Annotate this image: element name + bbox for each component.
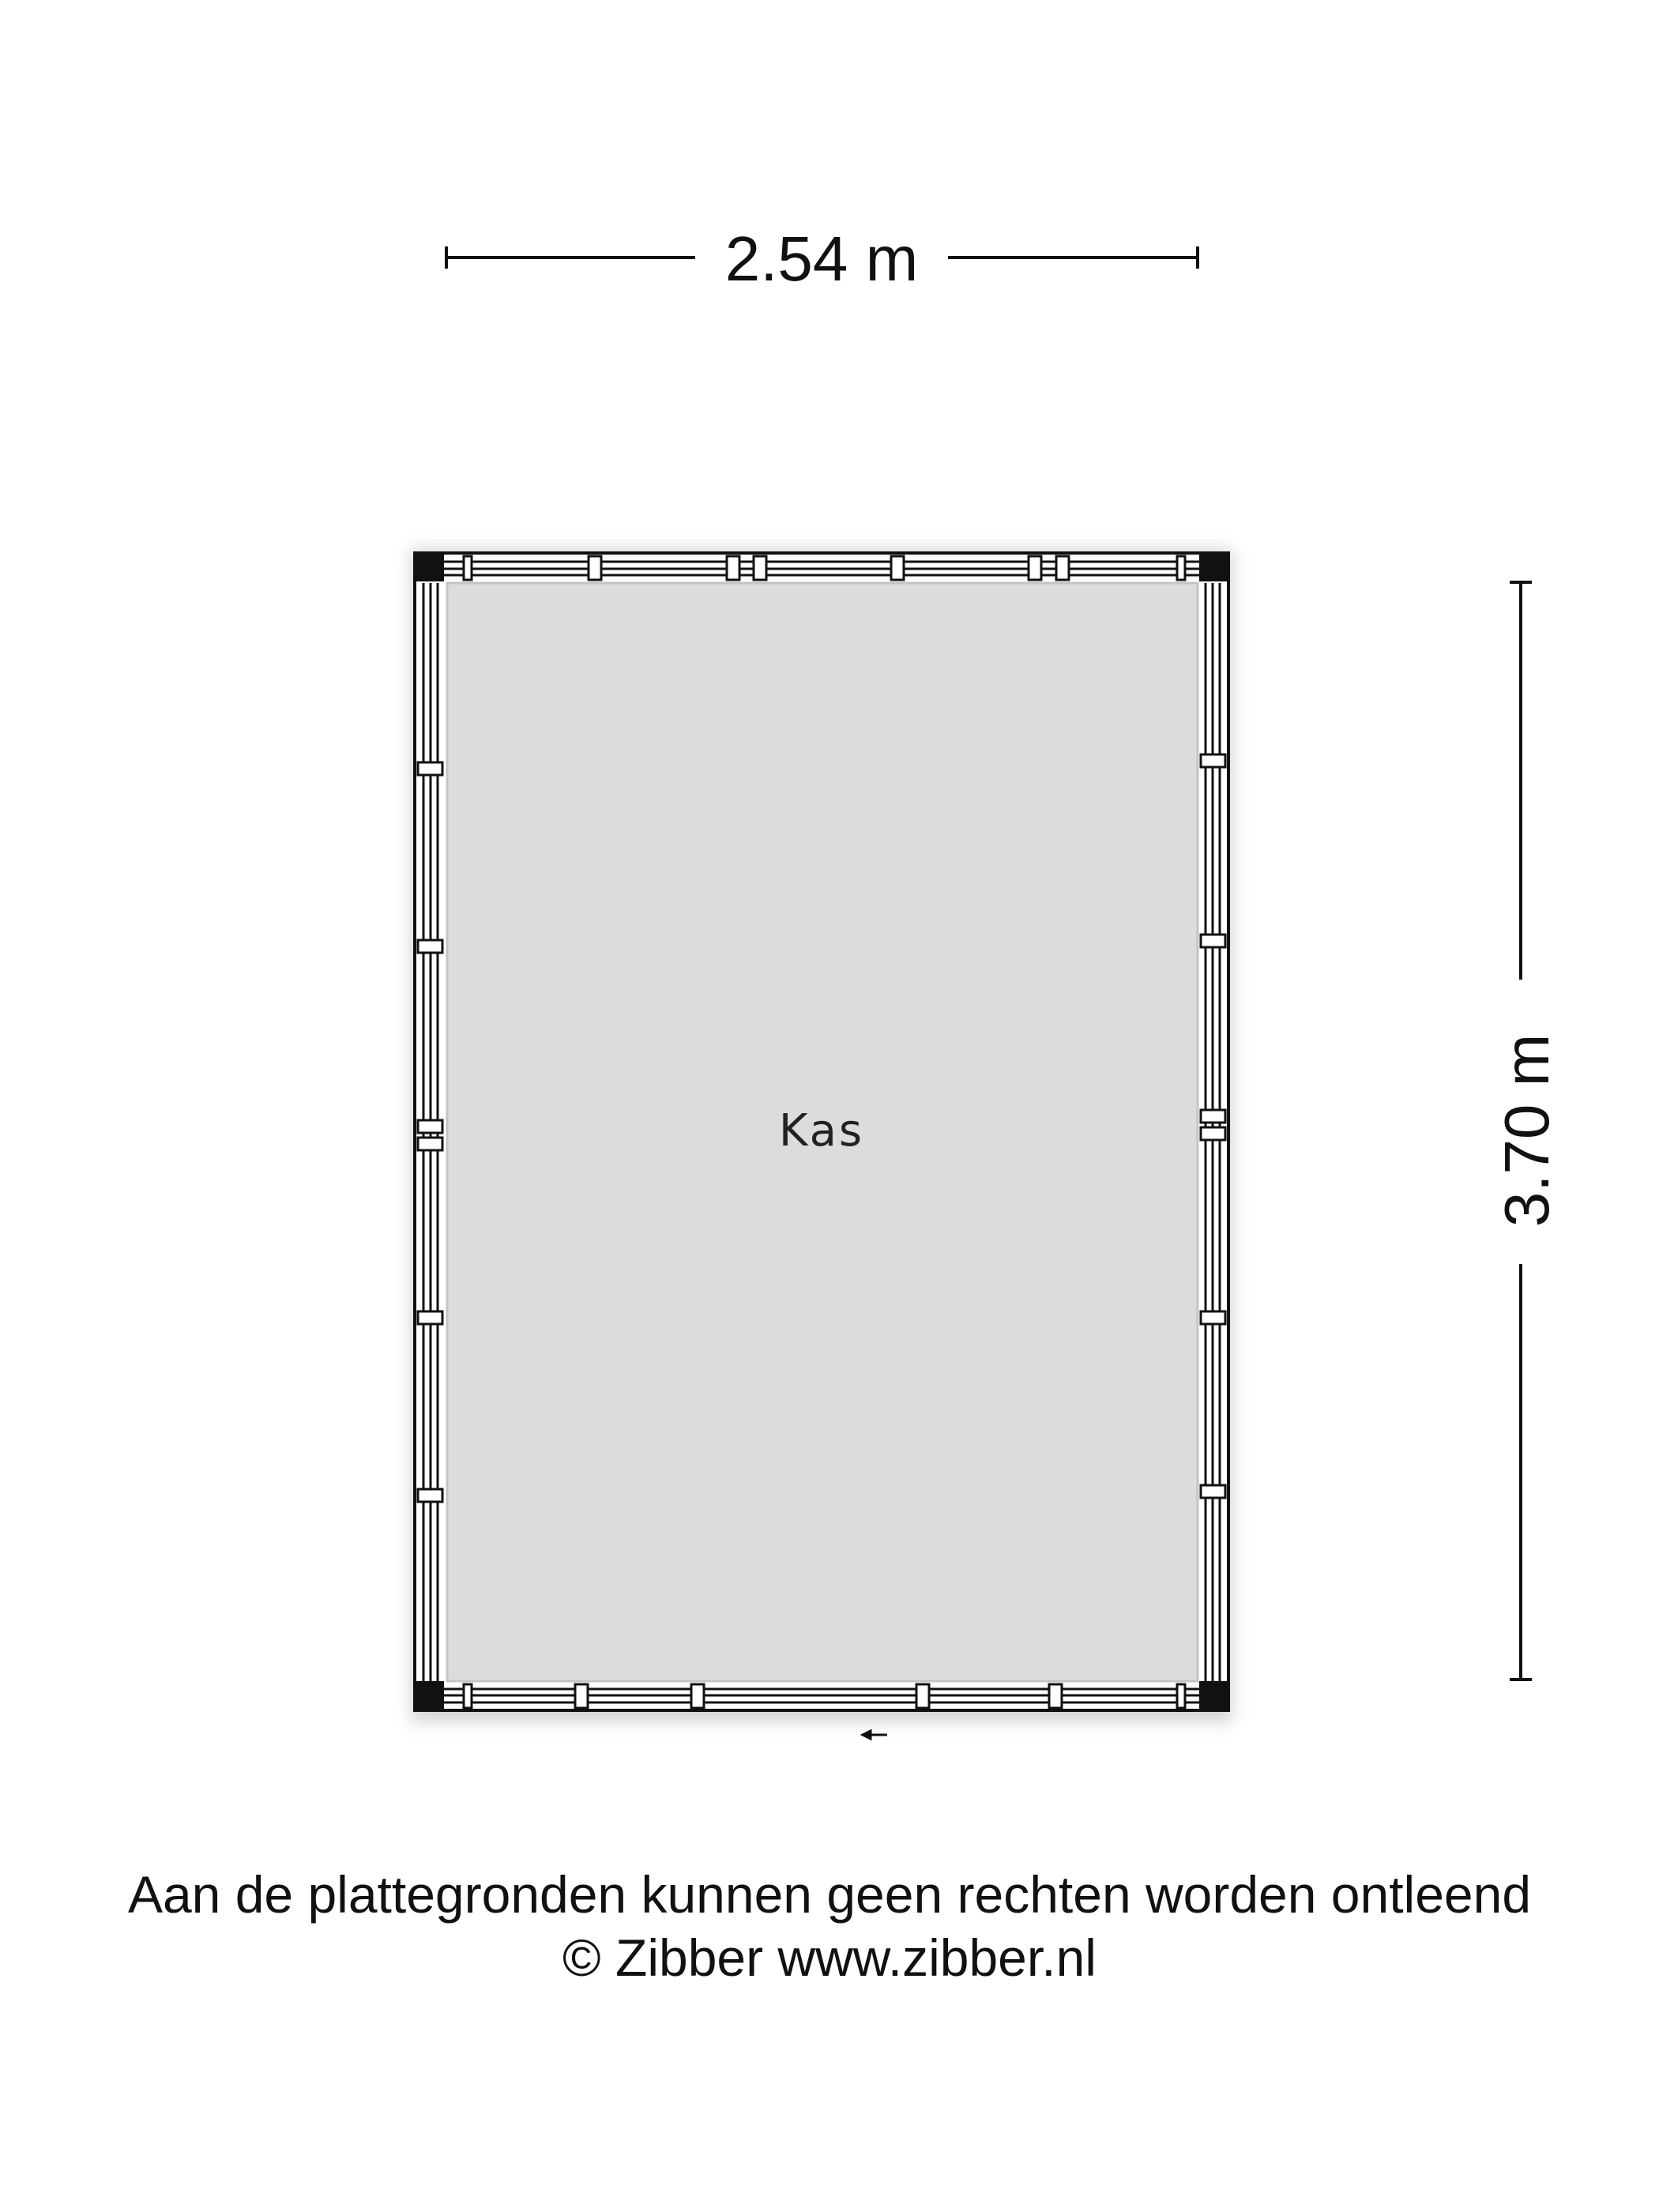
copyright-text: © Zibber www.zibber.nl bbox=[562, 1928, 1097, 1987]
height-dimension-label: 3.70 m bbox=[1492, 1033, 1562, 1228]
room-label: Kas bbox=[778, 1105, 865, 1157]
greenhouse bbox=[411, 549, 1232, 1722]
height-dimension bbox=[1492, 582, 1562, 1680]
width-dimension-label: 2.54 m bbox=[724, 224, 919, 294]
width-dimension bbox=[446, 224, 1198, 294]
disclaimer-text: Aan de plattegronden kunnen geen rechten worden ontleend bbox=[127, 1865, 1532, 1924]
entrance-arrow-icon bbox=[863, 1731, 887, 1739]
